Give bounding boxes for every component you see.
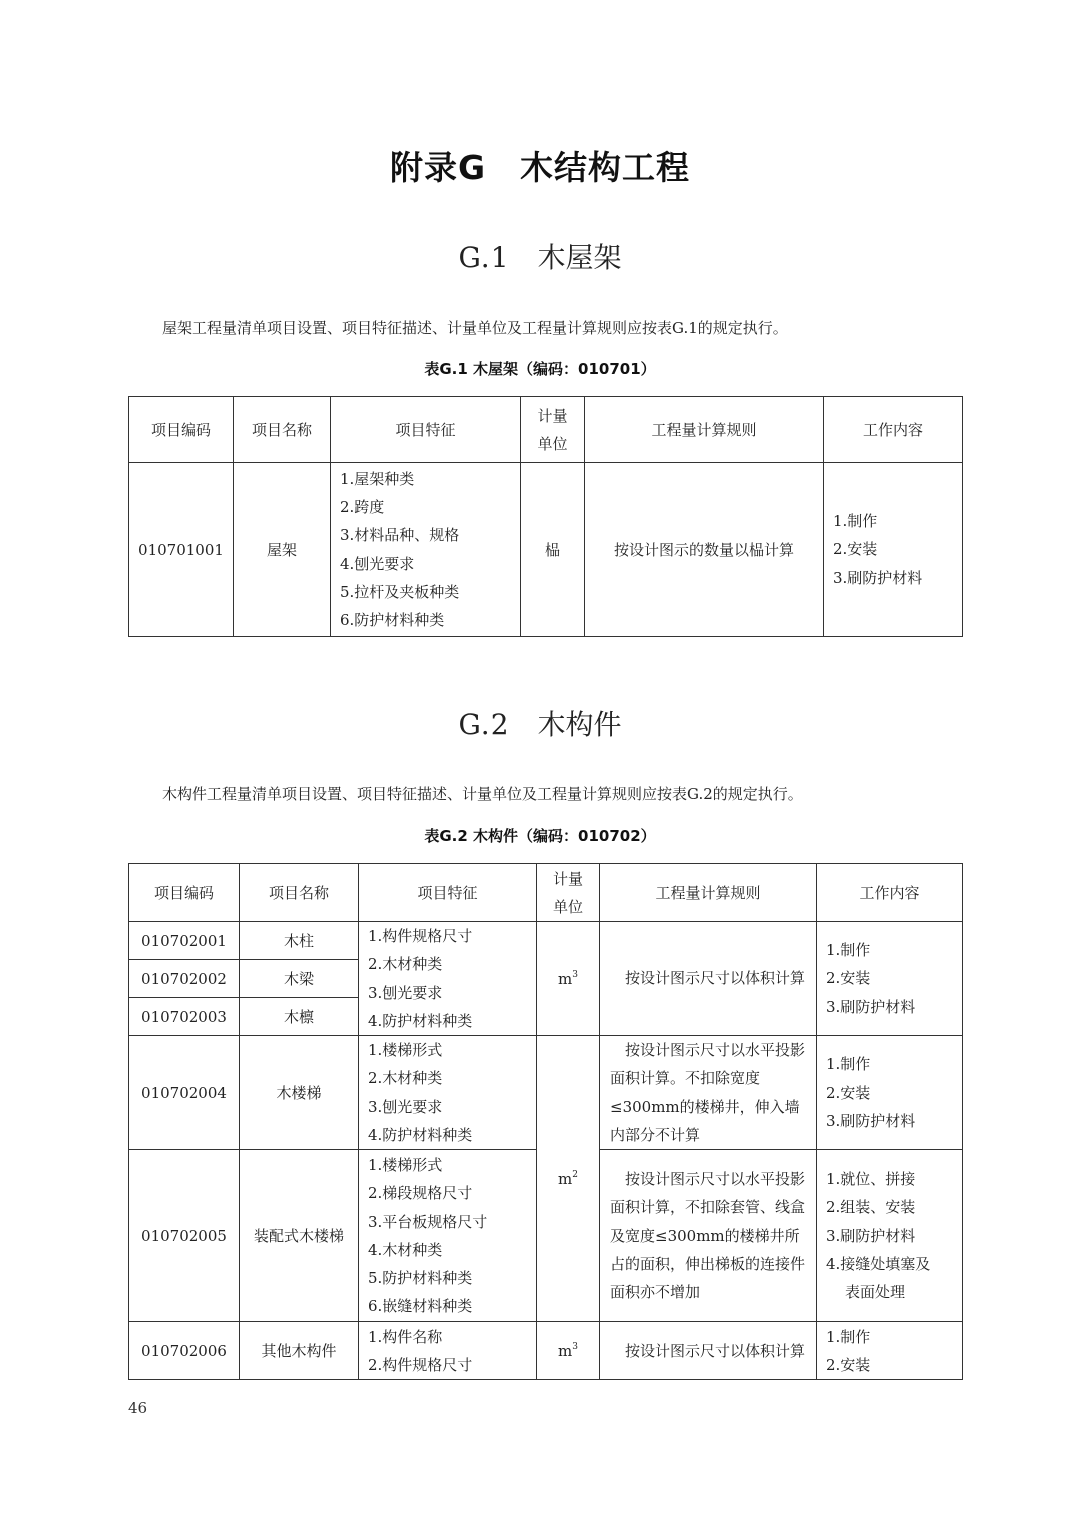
feature-line: 2.梯段规格尺寸 bbox=[368, 1184, 473, 1203]
table-g2 bbox=[128, 863, 963, 1380]
header-code: 项目编码 bbox=[129, 864, 240, 922]
feature-line: 2.跨度 bbox=[340, 497, 385, 516]
work-line: 3.刷防护材料 bbox=[833, 568, 923, 587]
feature-line: 6.防护材料种类 bbox=[340, 611, 445, 630]
section-g1-intro: 屋架工程量清单项目设置、项目特征描述、计量单位及工程量计算规则应按表G.1的规定执行。 bbox=[162, 319, 788, 337]
item-code: 010702003 bbox=[129, 998, 240, 1036]
item-work bbox=[817, 1036, 963, 1150]
item-rule bbox=[600, 1150, 817, 1322]
work-line: 表面处理 bbox=[845, 1283, 906, 1302]
item-code: 010702005 bbox=[129, 1150, 240, 1322]
feature-line: 2.木材种类 bbox=[368, 1069, 443, 1088]
item-unit bbox=[537, 922, 600, 1036]
item-unit bbox=[537, 1322, 600, 1380]
feature-line: 5.拉杆及夹板种类 bbox=[340, 582, 460, 601]
table-row bbox=[129, 463, 963, 637]
header-name: 项目名称 bbox=[240, 864, 359, 922]
item-rule: 按设计图示的数量以榀计算 bbox=[585, 463, 824, 637]
unit-exponent: 3 bbox=[572, 969, 578, 980]
work-line: 1.制作 bbox=[833, 512, 878, 531]
item-work bbox=[824, 463, 963, 637]
feature-line: 4.木材种类 bbox=[368, 1240, 443, 1259]
item-code: 010702004 bbox=[129, 1036, 240, 1150]
item-features bbox=[359, 1036, 537, 1150]
table-row bbox=[129, 922, 963, 960]
feature-line: 1.楼梯形式 bbox=[368, 1041, 443, 1060]
table-g2-caption: 表G.2 木构件（编码：010702） bbox=[424, 827, 656, 845]
header-rule: 工程量计算规则 bbox=[585, 397, 824, 463]
work-line: 1.制作 bbox=[826, 1327, 871, 1346]
feature-line: 3.刨光要求 bbox=[368, 1097, 443, 1116]
unit-base: m bbox=[558, 969, 573, 988]
section-g2-title bbox=[0, 703, 1080, 743]
feature-line: 1.楼梯形式 bbox=[368, 1155, 443, 1174]
feature-line: 6.嵌缝材料种类 bbox=[368, 1297, 473, 1316]
item-name: 木檩 bbox=[240, 998, 359, 1036]
item-code: 010702001 bbox=[129, 922, 240, 960]
work-line: 3.刷防护材料 bbox=[826, 1111, 916, 1130]
item-code: 010702006 bbox=[129, 1322, 240, 1380]
work-line: 1.就位、拼接 bbox=[826, 1170, 916, 1189]
item-name: 木楼梯 bbox=[240, 1036, 359, 1150]
item-work bbox=[817, 1322, 963, 1380]
feature-line: 3.材料品种、规格 bbox=[340, 526, 460, 545]
feature-line: 4.防护材料种类 bbox=[368, 1126, 473, 1145]
item-name: 其他木构件 bbox=[240, 1322, 359, 1380]
item-rule bbox=[600, 922, 817, 1036]
work-line: 1.制作 bbox=[826, 941, 871, 960]
item-rule bbox=[600, 1322, 817, 1380]
feature-line: 5.防护材料种类 bbox=[368, 1269, 473, 1288]
feature-line: 1.构件名称 bbox=[368, 1327, 443, 1346]
unit-exponent: 3 bbox=[572, 1341, 578, 1352]
table-row bbox=[129, 1322, 963, 1380]
item-rule bbox=[600, 1036, 817, 1150]
work-line: 1.制作 bbox=[826, 1055, 871, 1074]
unit-exponent: 2 bbox=[572, 1169, 578, 1180]
item-code: 010702002 bbox=[129, 960, 240, 998]
work-line: 4.接缝处填塞及 bbox=[826, 1255, 931, 1274]
feature-line: 1.屋架种类 bbox=[340, 469, 415, 488]
header-work: 工作内容 bbox=[824, 397, 963, 463]
rule-text: 按设计图示尺寸以水平投影面积计算。不扣除宽度≤300mm的楼梯井，伸入墙内部分不计算 bbox=[610, 1041, 806, 1145]
feature-line: 4.防护材料种类 bbox=[368, 1011, 473, 1030]
work-line: 2.安装 bbox=[833, 540, 878, 559]
feature-line: 3.刨光要求 bbox=[368, 983, 443, 1002]
header-unit bbox=[521, 397, 585, 463]
feature-line: 1.构件规格尺寸 bbox=[368, 927, 473, 945]
section-g1-number: G.1 bbox=[458, 241, 510, 274]
header-features: 项目特征 bbox=[359, 864, 537, 922]
section-g1-name: 木屋架 bbox=[537, 241, 622, 274]
header-rule: 工程量计算规则 bbox=[600, 864, 817, 922]
item-name: 装配式木楼梯 bbox=[240, 1150, 359, 1322]
rule-text: 按设计图示尺寸以体积计算 bbox=[625, 969, 806, 988]
work-line: 2.组装、安装 bbox=[826, 1198, 916, 1217]
header-unit-line2: 单位 bbox=[537, 434, 568, 453]
feature-line: 4.刨光要求 bbox=[340, 554, 415, 573]
rule-text: 按设计图示尺寸以水平投影面积计算，不扣除套管、线盒及宽度≤300mm的楼梯井所占的面积，伸出梯板的连接件面积亦不增加 bbox=[610, 1170, 806, 1302]
item-features bbox=[359, 1322, 537, 1380]
header-name: 项目名称 bbox=[234, 397, 331, 463]
item-unit: 榀 bbox=[521, 463, 585, 637]
header-unit-line2: 单位 bbox=[552, 897, 583, 916]
header-code: 项目编码 bbox=[129, 397, 234, 463]
unit-base: m bbox=[558, 1341, 573, 1360]
rule-text: 按设计图示尺寸以体积计算 bbox=[625, 1341, 806, 1360]
feature-line: 2.构件规格尺寸 bbox=[368, 1355, 473, 1374]
table-g1-caption: 表G.1 木屋架（编码：010701） bbox=[424, 360, 656, 378]
appendix-title: 附录G 木结构工程 bbox=[389, 148, 691, 187]
feature-line: 3.平台板规格尺寸 bbox=[368, 1212, 488, 1231]
table-row bbox=[129, 1036, 963, 1150]
section-g2-intro: 木构件工程量清单项目设置、项目特征描述、计量单位及工程量计算规则应按表G.2的规定执行。 bbox=[162, 785, 803, 803]
table-g1-header-row bbox=[129, 397, 963, 463]
section-g1-title bbox=[0, 236, 1080, 276]
table-g1 bbox=[128, 396, 963, 637]
header-unit-line1: 计量 bbox=[537, 406, 568, 425]
item-name: 木梁 bbox=[240, 960, 359, 998]
work-line: 2.安装 bbox=[826, 969, 871, 988]
section-g2-name: 木构件 bbox=[537, 708, 622, 741]
item-code: 010701001 bbox=[129, 463, 234, 637]
item-features bbox=[359, 922, 537, 1036]
work-line: 3.刷防护材料 bbox=[826, 997, 916, 1016]
section-g2-number: G.2 bbox=[458, 708, 510, 741]
work-line: 2.安装 bbox=[826, 1083, 871, 1102]
work-line: 3.刷防护材料 bbox=[826, 1226, 916, 1245]
item-unit bbox=[537, 1036, 600, 1322]
header-work: 工作内容 bbox=[817, 864, 963, 922]
unit-base: m bbox=[558, 1169, 573, 1188]
item-work bbox=[817, 922, 963, 1036]
item-features bbox=[359, 1150, 537, 1322]
work-line: 2.安装 bbox=[826, 1355, 871, 1374]
item-work bbox=[817, 1150, 963, 1322]
item-name: 木柱 bbox=[240, 922, 359, 960]
item-features bbox=[331, 463, 521, 637]
feature-line: 2.木材种类 bbox=[368, 955, 443, 974]
page-number: 46 bbox=[128, 1399, 148, 1417]
header-unit bbox=[537, 864, 600, 922]
item-name: 屋架 bbox=[234, 463, 331, 637]
header-unit-line1: 计量 bbox=[552, 869, 583, 888]
table-g2-header-row bbox=[129, 864, 963, 922]
header-features: 项目特征 bbox=[331, 397, 521, 463]
